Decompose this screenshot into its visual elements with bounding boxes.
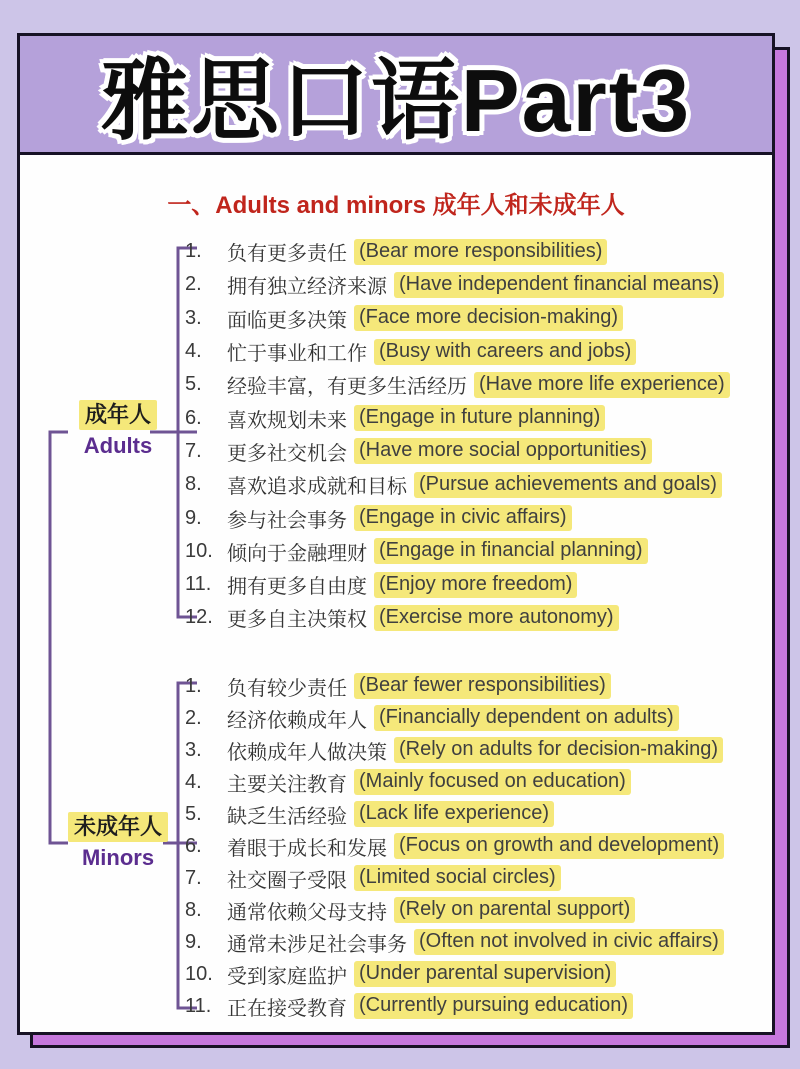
item-english-highlight: (Engage in financial planning) bbox=[374, 538, 648, 564]
list-item bbox=[185, 926, 724, 958]
item-chinese-text: 参与社会事务 bbox=[227, 509, 347, 532]
item-number: 7. bbox=[185, 866, 202, 889]
item-english-highlight: (Exercise more autonomy) bbox=[374, 605, 619, 631]
item-chinese-text: 负有更多责任 bbox=[227, 243, 347, 266]
item-english-highlight: (Financially dependent on adults) bbox=[374, 705, 679, 731]
item-english-highlight: (Focus on growth and development) bbox=[394, 833, 724, 859]
item-number: 6. bbox=[185, 406, 202, 429]
item-chinese-text: 正在接受教育 bbox=[227, 997, 347, 1020]
list-item bbox=[185, 894, 724, 926]
list-item bbox=[185, 235, 730, 268]
item-number: 3. bbox=[185, 306, 202, 329]
item-number: 11. bbox=[185, 573, 212, 596]
list-item bbox=[185, 734, 724, 766]
minors-label-english: Minors bbox=[81, 845, 155, 870]
item-number: 2. bbox=[185, 706, 202, 729]
item-chinese-text: 主要关注教育 bbox=[227, 773, 347, 796]
item-number: 10. bbox=[185, 539, 213, 562]
item-chinese-text: 拥有独立经济来源 bbox=[227, 276, 387, 299]
list-item bbox=[185, 268, 730, 301]
item-english-highlight: (Currently pursuing education) bbox=[354, 993, 633, 1019]
item-chinese-text: 面临更多决策 bbox=[227, 309, 347, 332]
item-number: 1. bbox=[185, 674, 202, 697]
item-chinese-text: 倾向于金融理财 bbox=[227, 542, 367, 565]
item-chinese-text: 社交圈子受限 bbox=[227, 869, 347, 892]
list-item bbox=[185, 535, 730, 568]
list-item bbox=[185, 335, 730, 368]
minors-list bbox=[185, 670, 724, 1022]
item-english-highlight: (Rely on parental support) bbox=[394, 897, 635, 923]
item-chinese-text: 经验丰富，有更多生活经历 bbox=[227, 376, 467, 399]
item-number: 4. bbox=[185, 340, 202, 363]
list-item bbox=[185, 401, 730, 434]
item-english-highlight: (Engage in future planning) bbox=[354, 405, 605, 431]
item-english-highlight: (Have independent financial means) bbox=[394, 272, 724, 298]
item-number: 8. bbox=[185, 898, 202, 921]
item-english-highlight: (Pursue achievements and goals) bbox=[414, 472, 722, 498]
item-english-highlight: (Often not involved in civic affairs) bbox=[414, 929, 724, 955]
list-item bbox=[185, 601, 730, 634]
item-chinese-text: 拥有更多自由度 bbox=[227, 576, 367, 599]
adults-label bbox=[58, 400, 178, 459]
item-number: 6. bbox=[185, 834, 202, 857]
minors-label-chinese: 未成年人 bbox=[68, 812, 168, 842]
item-number: 9. bbox=[185, 930, 202, 953]
item-english-highlight: (Have more life experience) bbox=[474, 372, 730, 398]
item-english-highlight: (Busy with careers and jobs) bbox=[374, 339, 636, 365]
list-item bbox=[185, 468, 730, 501]
list-item bbox=[185, 798, 724, 830]
minors-label bbox=[50, 812, 186, 871]
list-item bbox=[185, 766, 724, 798]
item-english-highlight: (Enjoy more freedom) bbox=[374, 572, 577, 598]
item-chinese-text: 通常未涉足社会事务 bbox=[227, 933, 407, 956]
item-chinese-text: 经济依赖成年人 bbox=[227, 709, 367, 732]
item-number: 4. bbox=[185, 770, 202, 793]
item-english-highlight: (Under parental supervision) bbox=[354, 961, 616, 987]
item-chinese-text: 缺乏生活经验 bbox=[227, 805, 347, 828]
item-chinese-text: 着眼于成长和发展 bbox=[227, 837, 387, 860]
page-title: 雅思口语Part3 bbox=[100, 51, 692, 150]
list-item bbox=[185, 568, 730, 601]
item-number: 12. bbox=[185, 606, 213, 629]
item-chinese-text: 忙于事业和工作 bbox=[227, 343, 367, 366]
list-item bbox=[185, 670, 724, 702]
list-item bbox=[185, 435, 730, 468]
item-chinese-text: 更多自主决策权 bbox=[227, 609, 367, 632]
item-english-highlight: (Bear fewer responsibilities) bbox=[354, 673, 611, 699]
item-number: 9. bbox=[185, 506, 202, 529]
list-item bbox=[185, 302, 730, 335]
list-item bbox=[185, 990, 724, 1022]
list-item bbox=[185, 862, 724, 894]
adults-list bbox=[185, 235, 730, 635]
adults-label-english: Adults bbox=[83, 433, 153, 458]
item-number: 2. bbox=[185, 273, 202, 296]
list-item bbox=[185, 830, 724, 862]
item-number: 3. bbox=[185, 738, 202, 761]
section-heading: 一、Adults and minors 成年人和未成年人 bbox=[167, 192, 625, 219]
item-chinese-text: 负有较少责任 bbox=[227, 677, 347, 700]
item-number: 7. bbox=[185, 439, 202, 462]
item-english-highlight: (Bear more responsibilities) bbox=[354, 239, 607, 265]
item-english-highlight: (Rely on adults for decision-making) bbox=[394, 737, 723, 763]
item-english-highlight: (Engage in civic affairs) bbox=[354, 505, 572, 531]
item-english-highlight: (Face more decision-making) bbox=[354, 305, 623, 331]
list-item bbox=[185, 368, 730, 401]
item-english-highlight: (Limited social circles) bbox=[354, 865, 561, 891]
item-number: 5. bbox=[185, 802, 202, 825]
adults-label-chinese: 成年人 bbox=[79, 400, 157, 430]
title-banner bbox=[17, 33, 775, 155]
item-chinese-text: 通常依赖父母支持 bbox=[227, 901, 387, 924]
item-chinese-text: 喜欢规划未来 bbox=[227, 409, 347, 432]
list-item bbox=[185, 501, 730, 534]
item-chinese-text: 更多社交机会 bbox=[227, 442, 347, 465]
item-number: 10. bbox=[185, 962, 213, 985]
item-chinese-text: 喜欢追求成就和目标 bbox=[227, 476, 407, 499]
item-english-highlight: (Lack life experience) bbox=[354, 801, 554, 827]
item-number: 11. bbox=[185, 994, 212, 1017]
list-item bbox=[185, 702, 724, 734]
item-english-highlight: (Have more social opportunities) bbox=[354, 438, 652, 464]
list-item bbox=[185, 958, 724, 990]
item-number: 5. bbox=[185, 373, 202, 396]
item-english-highlight: (Mainly focused on education) bbox=[354, 769, 631, 795]
item-number: 8. bbox=[185, 473, 202, 496]
item-chinese-text: 受到家庭监护 bbox=[227, 965, 347, 988]
item-number: 1. bbox=[185, 240, 202, 263]
item-chinese-text: 依赖成年人做决策 bbox=[227, 741, 387, 764]
